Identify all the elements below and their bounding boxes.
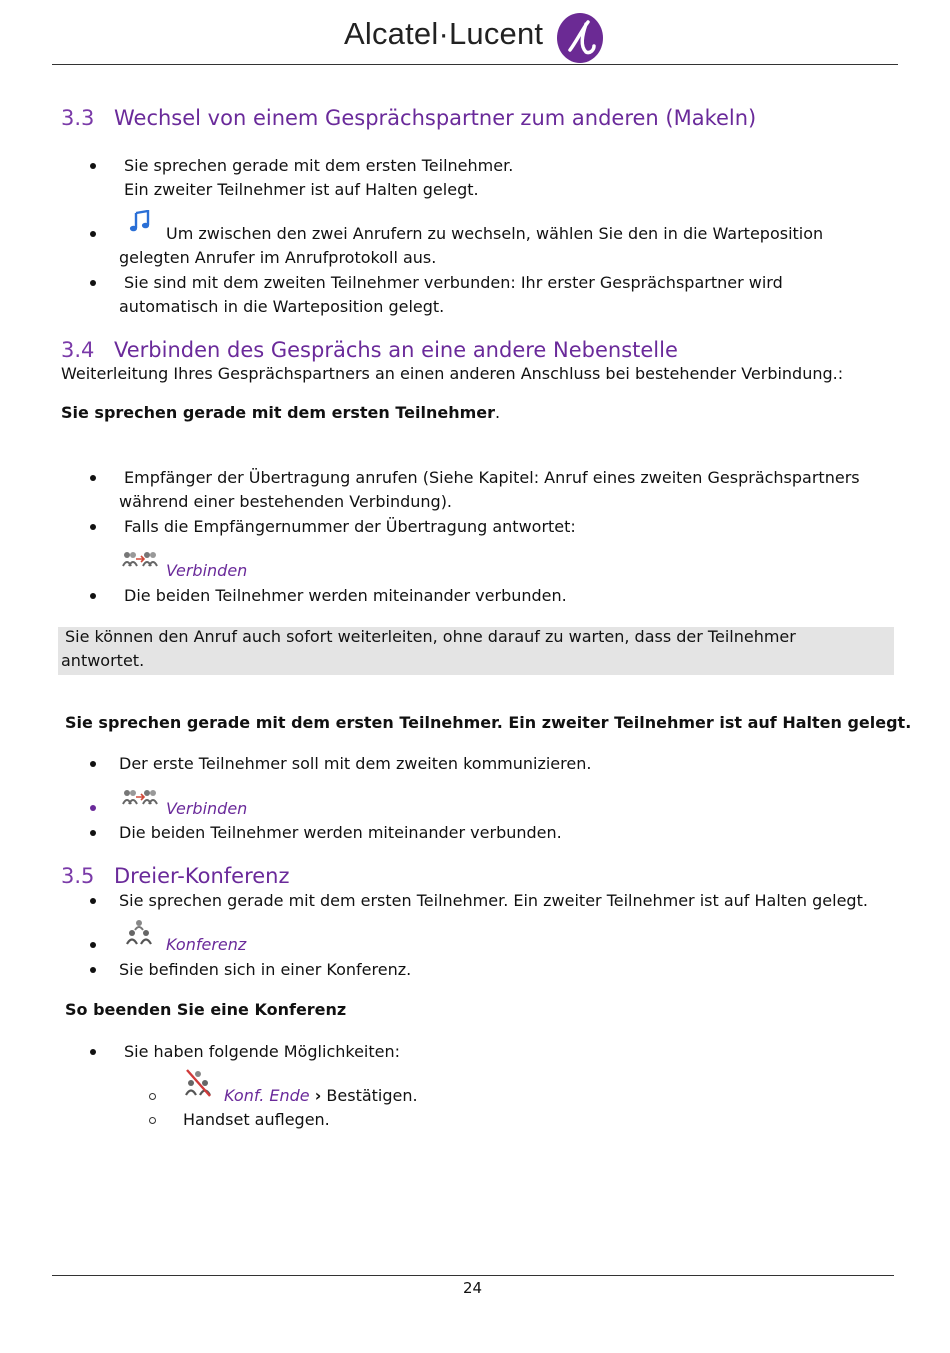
section-3-4-heading [61, 338, 678, 362]
text-line: Empfänger der Übertragung anrufen (Siehe Kapitel: Anruf eines zweiten Gesprächspartners [124, 468, 860, 487]
section-title: Dreier-Konferenz [114, 864, 290, 888]
bullet [90, 898, 96, 904]
transfer-users-icon [122, 788, 158, 808]
section-3-3-heading [61, 106, 756, 130]
alcatel-lucent-logo-icon [556, 12, 604, 64]
text-line: Der erste Teilnehmer soll mit dem zweiten kommunizieren. [119, 754, 592, 773]
option-end-conference: Konf. Ende › Bestätigen. [224, 1086, 418, 1105]
end-conference-icon [183, 1068, 213, 1098]
section-3-5-heading [61, 864, 290, 888]
bullet [90, 942, 96, 948]
section-number: 3.3 [61, 106, 95, 130]
bold-text: Sie sprechen gerade mit dem ersten Teilnehmer. [61, 403, 501, 422]
note-line: Sie können den Anruf auch sofort weiterleiten, ohne darauf zu warten, dass der Teilnehmer [65, 627, 796, 646]
circle-bullet [149, 1117, 156, 1124]
text-line: Um zwischen den zwei Anrufern zu wechseln, wählen Sie den in die Warteposition [166, 224, 824, 243]
bullet [90, 593, 96, 599]
verbinden-label: Verbinden [166, 799, 248, 818]
page-number: 24 [463, 1279, 483, 1297]
konferenz-label: Konferenz [166, 935, 247, 954]
bullet [90, 967, 96, 973]
text-line: Sie befinden sich in einer Konferenz. [119, 960, 412, 979]
section-title: Verbinden des Gesprächs an eine andere Nebenstelle [114, 338, 678, 362]
bullet [90, 1049, 96, 1055]
bold-text: Sie sprechen gerade mit dem ersten Teilnehmer. Ein zweiter Teilnehmer ist auf Halten gelegt. [65, 713, 912, 732]
conference-icon [124, 918, 154, 946]
music-note-icon [129, 210, 151, 234]
transfer-users-icon [122, 550, 158, 570]
bullet [90, 761, 96, 767]
text-line: Sie sprechen gerade mit dem ersten Teilnehmer. Ein zweiter Teilnehmer ist auf Halten gelegt. [119, 891, 868, 910]
bullet [90, 280, 96, 286]
bullet [90, 805, 96, 811]
bullet [90, 163, 96, 169]
verbinden-label: Verbinden [166, 561, 248, 580]
intro-text: Weiterleitung Ihres Gesprächspartners an einen anderen Anschluss bei bestehender Verbindung.: [61, 364, 844, 383]
brand-name: Alcatel·Lucent [344, 16, 544, 51]
text-line: Die beiden Teilnehmer werden miteinander verbunden. [119, 823, 562, 842]
header-rule [52, 64, 898, 65]
text-line: Sie sind mit dem zweiten Teilnehmer verbunden: Ihr erster Gesprächspartner wird [124, 273, 783, 292]
option-handset: Handset auflegen. [183, 1110, 330, 1129]
subheading: So beenden Sie eine Konferenz [65, 1000, 347, 1019]
text-line: während einer bestehenden Verbindung). [119, 492, 453, 511]
text-line: Die beiden Teilnehmer werden miteinander verbunden. [124, 586, 567, 605]
text-line: automatisch in die Warteposition gelegt. [119, 297, 445, 316]
text-line: gelegten Anrufer im Anrufprotokoll aus. [119, 248, 437, 267]
text-line: Sie sprechen gerade mit dem ersten Teilnehmer. [124, 156, 514, 175]
text-line: Ein zweiter Teilnehmer ist auf Halten gelegt. [124, 180, 479, 199]
text-line: Falls die Empfängernummer der Übertragung antwortet: [124, 517, 576, 536]
section-number: 3.5 [61, 864, 95, 888]
section-number: 3.4 [61, 338, 95, 362]
circle-bullet [149, 1093, 156, 1100]
text-line: Sie haben folgende Möglichkeiten: [124, 1042, 401, 1061]
section-title: Wechsel von einem Gesprächspartner zum anderen (Makeln) [114, 106, 757, 130]
note-line: antwortet. [61, 651, 145, 670]
bullet [90, 475, 96, 481]
bullet [90, 524, 96, 530]
bullet [90, 830, 96, 836]
bullet [90, 231, 96, 237]
